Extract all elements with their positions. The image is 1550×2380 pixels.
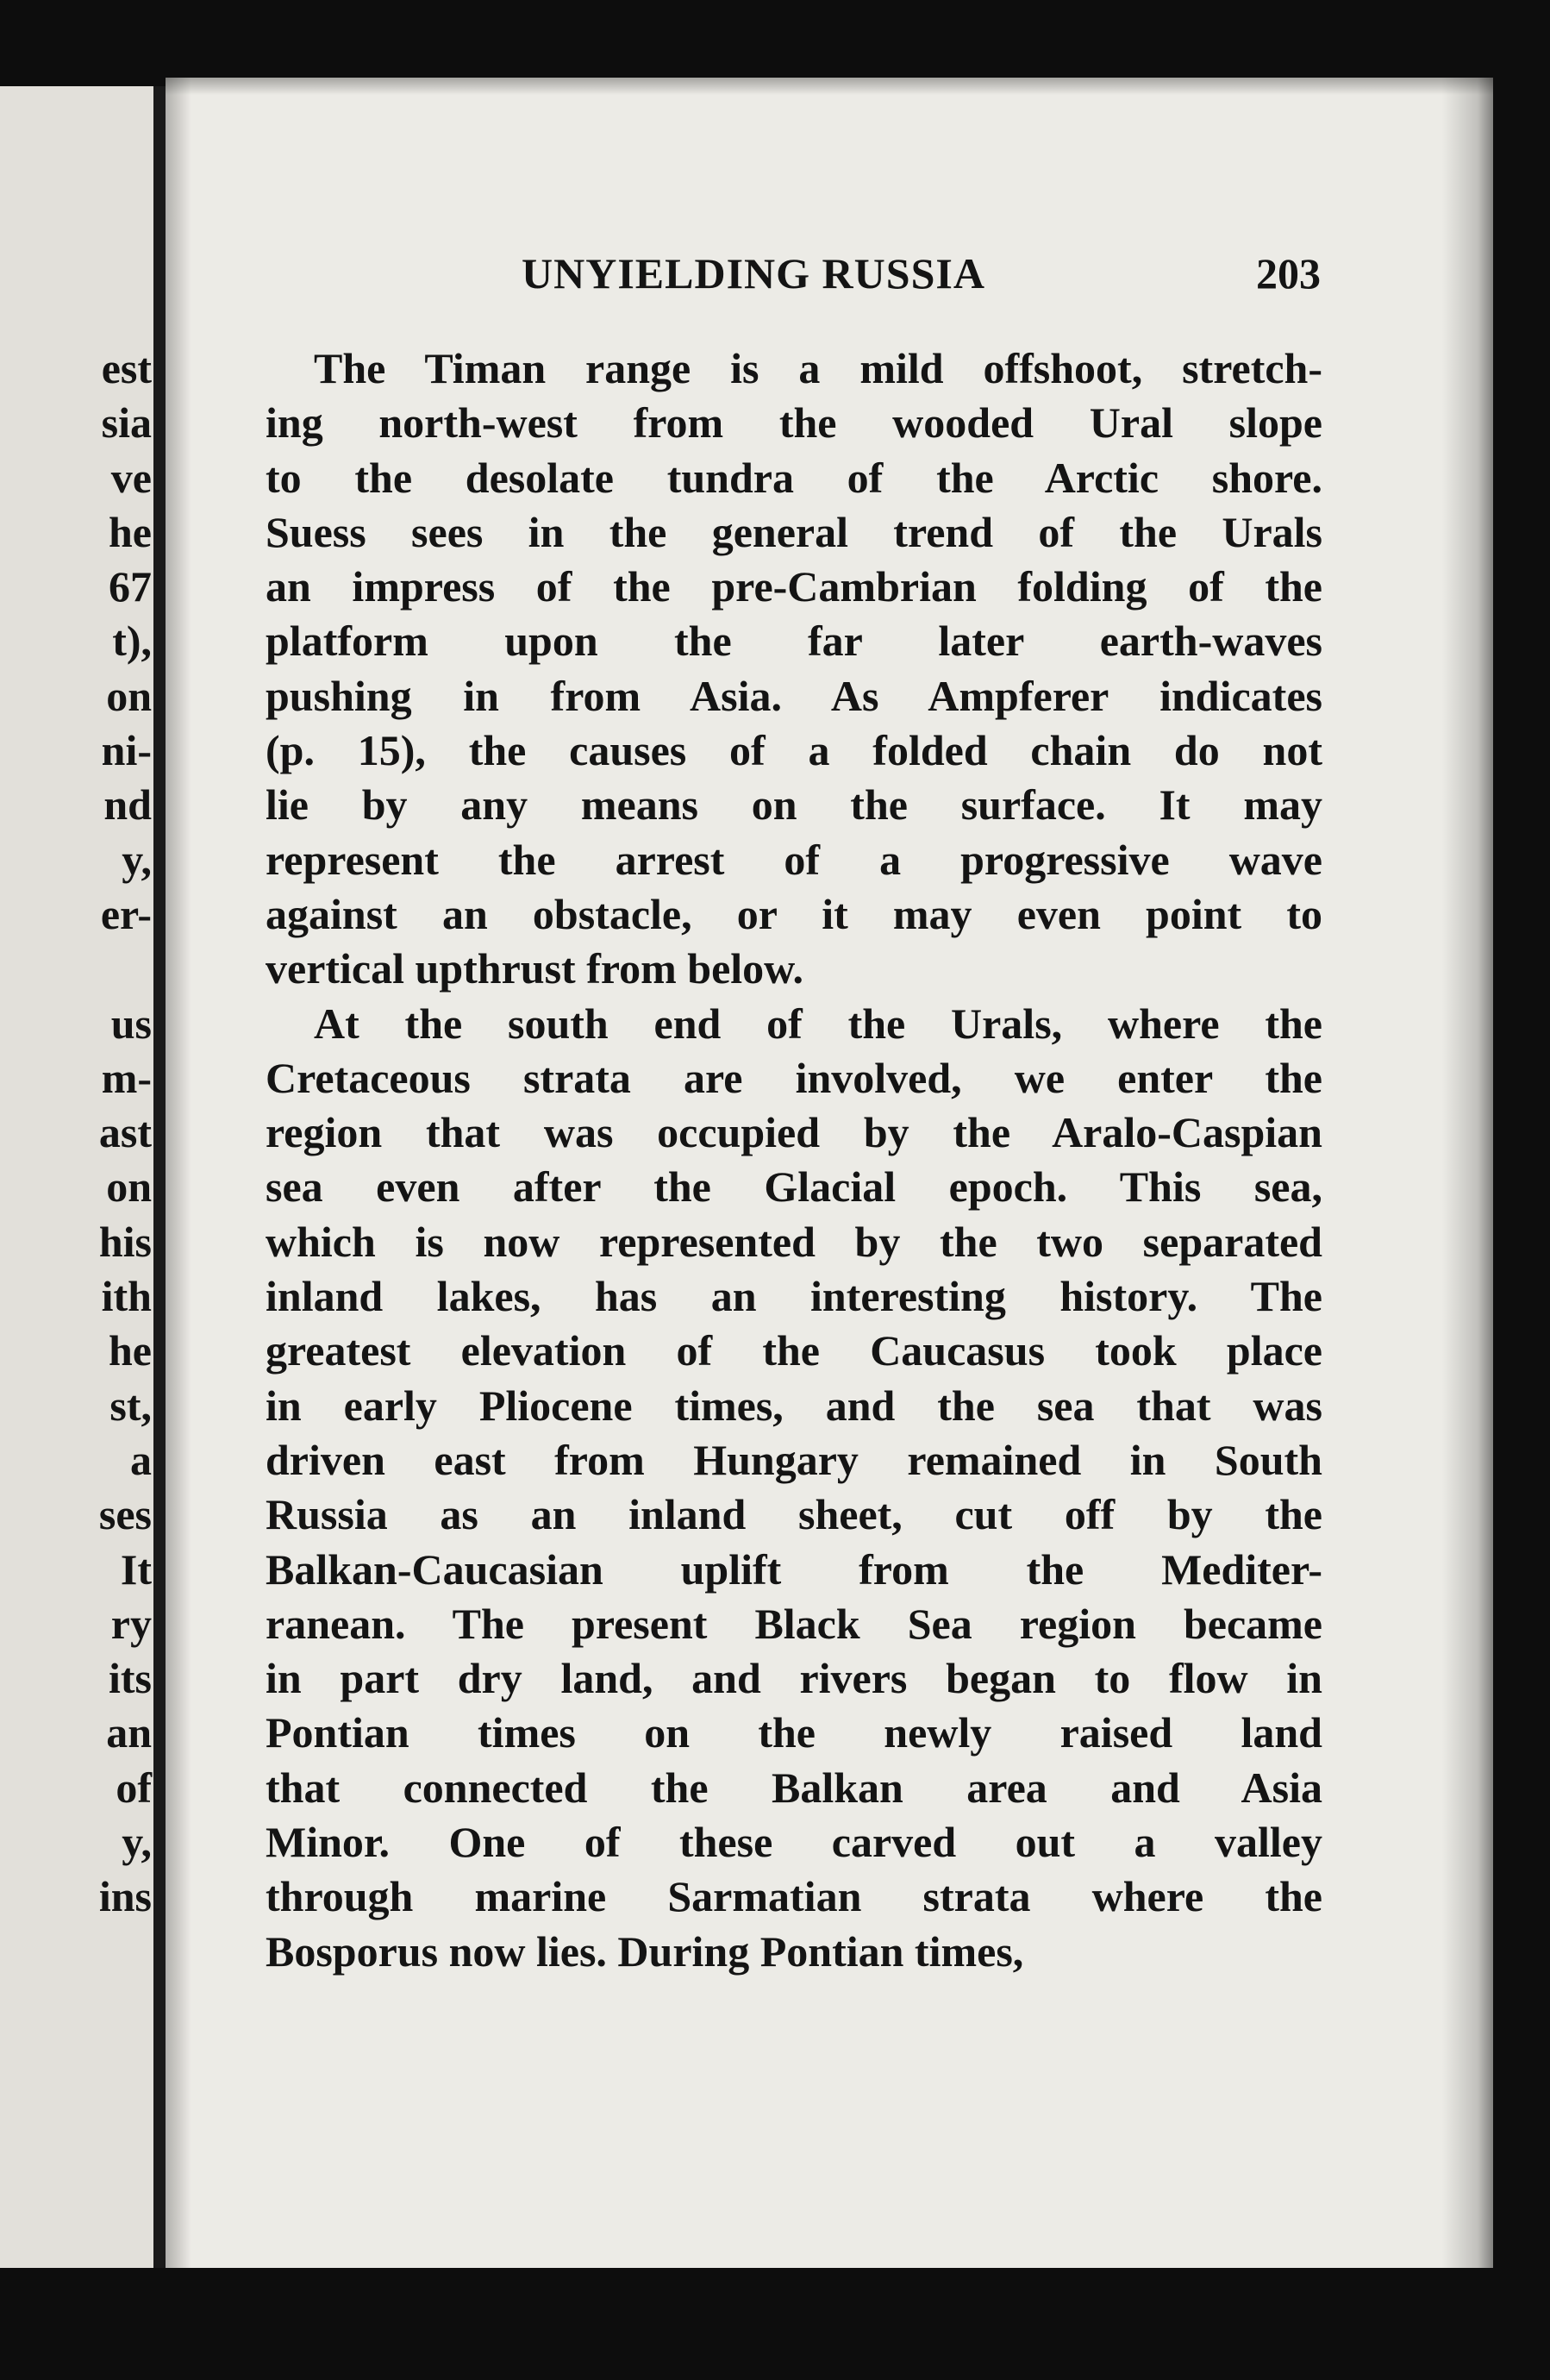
text-line: Balkan-Caucasian uplift from the Mediter- [266,1544,1322,1594]
text-line: Suess sees in the general trend of the Urals [266,507,1322,556]
previous-page-fragment-line: he [109,507,152,556]
text-line: in part dry land, and rivers began to flow in [266,1654,1322,1703]
text-line: Minor. One of these carved out a valley [266,1818,1322,1867]
text-line: region that was occupied by the Aralo-Caspian [266,1108,1322,1157]
text-line: to the desolate tundra of the Arctic shore. [266,453,1322,502]
running-head [166,248,1321,309]
text-line: in early Pliocene times, and the sea that was [266,1381,1322,1430]
paragraph [266,341,1322,997]
text-line: At the south end of the Urals, where the [314,999,1322,1048]
previous-page-fragment-line: on [106,1162,152,1212]
previous-page-fragment [0,86,160,2268]
text-line: Russia as an inland sheet, cut off by the [266,1490,1322,1539]
page-shadow-left [166,78,191,2268]
text-line: inland lakes, has an interesting history. The [266,1272,1322,1321]
text-line: pushing in from Asia. As Ampferer indicates [266,671,1322,720]
previous-page-fragment-line: est [101,344,152,392]
previous-page-fragment-line: y, [122,835,152,884]
text-line: which is now represented by the two separated [266,1217,1322,1266]
page-shadow-right [1441,78,1493,2268]
text-line: against an obstacle, or it may even point to [266,889,1322,938]
book-page [166,78,1493,2268]
previous-page-fragment-line: nd [103,780,152,830]
text-line: an impress of the pre-Cambrian folding of the [266,562,1322,611]
previous-page-fragment-line: an [106,1708,152,1757]
previous-page-fragment-line [22,942,152,996]
text-line: that connected the Balkan area and Asia [266,1763,1322,1812]
page-number: 203 [1256,249,1321,298]
text-line: represent the arrest of a progressive wave [266,835,1322,884]
previous-page-fragment-line: ni- [101,726,152,775]
previous-page-fragment-line: ins [98,1872,152,1921]
previous-page-fragment-line: ve [110,453,152,502]
text-line: Bosporus now lies. During Pontian times, [266,1926,1024,1976]
text-line: platform upon the far later earth-waves [266,617,1322,666]
previous-page-fragment-line: ith [101,1272,152,1321]
previous-page-fragment-line: a [130,1435,152,1484]
text-line: ing north-west from the wooded Ural slope [266,398,1322,448]
gutter-shadow [153,86,166,2268]
previous-page-line-endings [22,341,152,1925]
previous-page-fragment-line: st, [109,1381,152,1430]
page-shadow-top [166,78,1493,95]
text-line: (p. 15), the causes of a folded chain do not [266,726,1322,775]
text-line: Pontian times on the newly raised land [266,1708,1322,1757]
text-line: through marine Sarmatian strata where the [266,1872,1322,1921]
text-line: Cretaceous strata are involved, we enter the [266,1053,1322,1102]
previous-page-fragment-line: us [110,999,152,1048]
previous-page-fragment-line: its [109,1654,152,1703]
text-line: sea even after the Glacial epoch. This sea, [266,1162,1322,1212]
previous-page-fragment-line: t), [112,617,152,666]
text-line: The Timan range is a mild offshoot, stretch- [314,344,1322,392]
previous-page-fragment-line: he [109,1326,152,1375]
previous-page-fragment-line: er- [100,889,152,938]
previous-page-fragment-line: on [106,671,152,720]
previous-page-fragment-line: 67 [109,562,152,611]
previous-page-fragment-line: of [116,1763,152,1812]
text-line: greatest elevation of the Caucasus took place [266,1326,1322,1375]
previous-page-fragment-line: It [120,1544,152,1594]
text-line: lie by any means on the surface. It may [266,780,1322,830]
running-head-title: UNYIELDING RUSSIA [522,249,985,298]
previous-page-fragment-line: m- [101,1053,152,1102]
previous-page-fragment-line: ast [98,1108,152,1157]
body-text [266,341,1322,1979]
previous-page-fragment-line: ses [98,1490,152,1539]
text-line: vertical upthrust from below. [266,944,804,993]
previous-page-fragment-line: his [98,1217,152,1266]
previous-page-fragment-line: ry [110,1599,152,1648]
previous-page-fragment-line: y, [122,1818,152,1867]
previous-page-fragment-line: sia [101,398,152,448]
paragraph [266,997,1322,1979]
text-line: ranean. The present Black Sea region became [266,1599,1322,1648]
text-line: driven east from Hungary remained in South [266,1435,1322,1484]
